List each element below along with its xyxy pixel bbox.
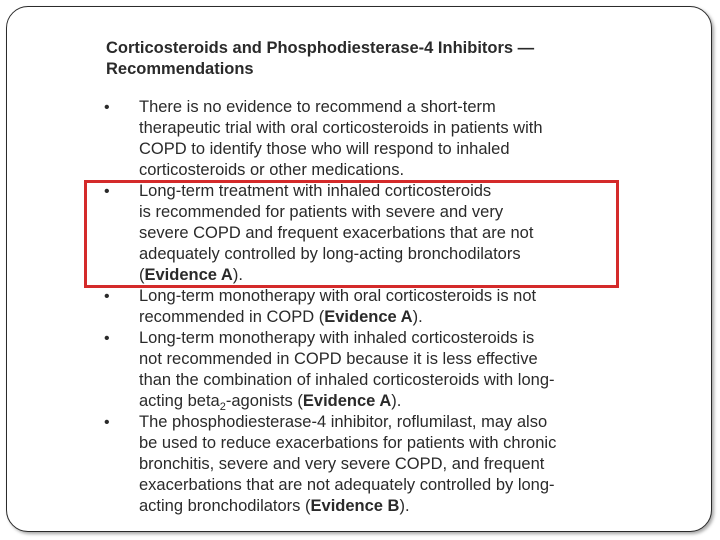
bullet-symbol: • (104, 414, 110, 431)
evidence-close: ). (232, 266, 243, 284)
bullet-symbol: • (104, 99, 110, 116)
text-segment: -agonists (225, 392, 298, 410)
text-line (139, 496, 620, 517)
text-line: The phosphodiesterase-4 inhibitor, roflumilast, may also (139, 413, 548, 431)
text-line: corticosteroids or other medications. (139, 161, 405, 179)
text-line: Long-term monotherapy with inhaled corticosteroids is (139, 329, 535, 347)
bullet-text (139, 328, 620, 412)
list-item (100, 97, 620, 181)
evidence-level: Evidence A (302, 392, 392, 410)
list-item (100, 286, 620, 328)
bullet-symbol: • (104, 183, 110, 200)
bullet-text (139, 286, 620, 328)
list-item (100, 412, 620, 517)
evidence-level: Evidence B (310, 497, 400, 515)
text-line (139, 391, 620, 412)
text-line: There is no evidence to recommend a short-term (139, 98, 496, 116)
evidence-close: ). (399, 497, 410, 515)
text-line: adequately controlled by long-acting bronchodilators (139, 245, 521, 263)
text-segment: acting beta (139, 392, 220, 410)
evidence-close: ). (391, 392, 402, 410)
text-line: therapeutic trial with oral corticosteroids in patients with (139, 119, 543, 137)
text-segment: recommended in COPD (139, 308, 319, 326)
evidence-open: ( (318, 308, 325, 326)
evidence-level: Evidence A (144, 266, 233, 284)
highlight-box (84, 180, 619, 288)
text-line: COPD to identify those who will respond to inhaled (139, 140, 510, 158)
text-line (139, 307, 620, 328)
evidence-level: Evidence A (324, 308, 413, 326)
text-line: Long-term treatment with inhaled corticosteroids (139, 182, 492, 200)
evidence-open: ( (297, 392, 303, 410)
text-line: exacerbations that are not adequately controlled by long- (139, 476, 555, 494)
bullet-symbol: • (104, 288, 110, 305)
recommendations-list (100, 97, 620, 517)
slide-heading (106, 38, 646, 80)
bullet-text (139, 97, 620, 181)
text-line: be used to reduce exacerbations for patients with chronic (139, 434, 557, 452)
evidence-close: ). (412, 308, 423, 326)
evidence-open: ( (305, 497, 311, 515)
bullet-text (139, 412, 620, 517)
bullet-symbol: • (104, 330, 110, 347)
text-line: not recommended in COPD because it is less effective (139, 350, 538, 368)
subscript-2: 2 (219, 401, 226, 413)
text-line: Long-term monotherapy with oral corticosteroids is not (139, 287, 537, 305)
text-line: severe COPD and frequent exacerbations that are not (139, 224, 534, 242)
text-line: is recommended for patients with severe and very (139, 203, 504, 221)
text-line: than the combination of inhaled corticosteroids with long- (139, 371, 555, 389)
heading-line-1: Corticosteroids and Phosphodiesterase-4 Inhibitors — (106, 39, 535, 57)
text-line: bronchitis, severe and very severe COPD, and frequent (139, 455, 545, 473)
heading-line-2: Recommendations (106, 60, 254, 78)
evidence-open: ( (139, 266, 145, 284)
list-item (100, 328, 620, 412)
text-segment: acting bronchodilators (139, 497, 306, 515)
